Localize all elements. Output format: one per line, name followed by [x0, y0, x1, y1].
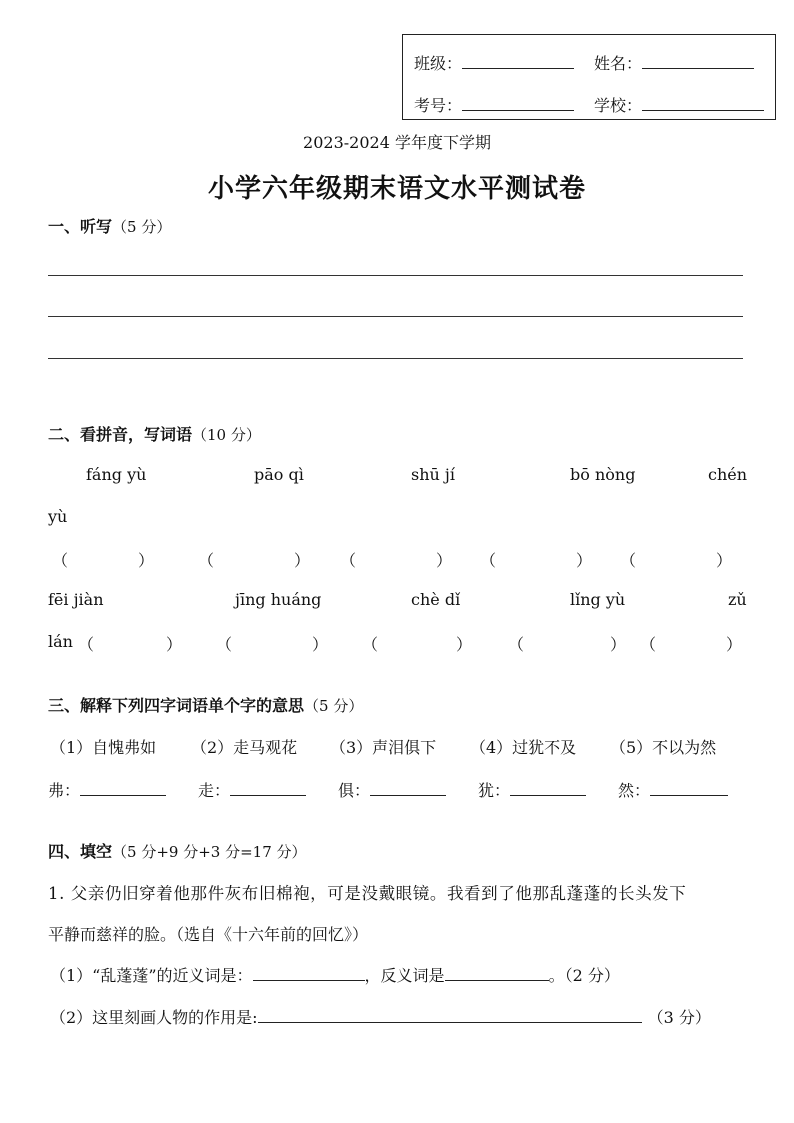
- pinyin-1: fáng yù: [86, 465, 147, 484]
- exam-title: 小学六年级期末语文水平测试卷: [207, 174, 586, 204]
- meaning-field-2: [198, 778, 306, 801]
- pinyin-4: bō nòng: [570, 465, 636, 484]
- section2-points: （10 分）: [192, 426, 261, 444]
- purpose-blank[interactable]: [258, 1009, 642, 1023]
- answer-bracket-7[interactable]: [216, 632, 328, 655]
- passage-line-2: 平静而慈祥的脸。（选自《十六年前的回忆》）: [48, 925, 369, 944]
- class-label: 班级：: [414, 54, 463, 73]
- synonym-blank[interactable]: [253, 967, 365, 981]
- answer-bracket-4[interactable]: [480, 548, 592, 571]
- section1-heading: [48, 214, 171, 237]
- bracket-open: （: [216, 635, 233, 654]
- answer-bracket-2[interactable]: [198, 548, 310, 571]
- section1-title: 一、听写: [48, 217, 113, 236]
- exam-subtitle: 2023-2024 学年度下学期: [303, 133, 491, 152]
- exam-no-field: [414, 93, 574, 116]
- question-2-suffix: （3 分）: [647, 1008, 711, 1027]
- name-blank[interactable]: [642, 55, 754, 69]
- answer-bracket-10[interactable]: [640, 632, 742, 655]
- school-field: [594, 93, 764, 116]
- meaning-blank-1[interactable]: [80, 782, 166, 796]
- section3-title: 三、解释下列四字词语单个字的意思: [48, 696, 305, 715]
- answer-bracket-9[interactable]: [508, 632, 626, 655]
- idiom-3: （3）声泪俱下: [330, 738, 437, 757]
- question-1-suffix: 。（2 分）: [548, 966, 620, 985]
- answer-bracket-8[interactable]: [362, 632, 472, 655]
- pinyin-9: lǐng yù: [570, 590, 626, 609]
- exam-no-label: 考号：: [414, 96, 463, 115]
- answer-bracket-3[interactable]: [340, 548, 452, 571]
- bracket-open: （: [508, 635, 525, 654]
- meaning-char-1: 弗：: [48, 781, 81, 800]
- class-field: [414, 51, 574, 74]
- answer-bracket-6[interactable]: [78, 632, 182, 655]
- bracket-close: ）: [166, 635, 183, 654]
- meaning-field-5: [618, 778, 728, 801]
- bracket-close: ）: [726, 635, 743, 654]
- pinyin-5: chén: [708, 465, 748, 484]
- meaning-blank-5[interactable]: [650, 782, 728, 796]
- dictation-line-1[interactable]: [48, 275, 743, 276]
- bracket-close: ）: [312, 635, 329, 654]
- bracket-open: （: [362, 635, 379, 654]
- bracket-close: ）: [294, 551, 311, 570]
- bracket-open: （: [198, 551, 215, 570]
- pinyin-7: jīng huáng: [235, 590, 322, 609]
- meaning-field-4: [478, 778, 586, 801]
- section3-points: （5 分）: [304, 697, 364, 715]
- bracket-open: （: [78, 635, 95, 654]
- meaning-char-5: 然：: [618, 781, 651, 800]
- bracket-close: ）: [456, 635, 473, 654]
- meaning-field-3: [338, 778, 446, 801]
- meaning-blank-2[interactable]: [230, 782, 306, 796]
- pinyin-5-wrap: yù: [48, 507, 68, 526]
- meaning-char-2: 走：: [198, 781, 231, 800]
- question-1: [50, 963, 620, 986]
- name-label: 姓名：: [594, 54, 643, 73]
- bracket-close: ）: [716, 551, 733, 570]
- meaning-char-3: 俱：: [338, 781, 371, 800]
- question-1-prefix: （1）“乱蓬蓬”的近义词是：: [50, 966, 253, 985]
- meaning-blank-3[interactable]: [370, 782, 446, 796]
- school-label: 学校：: [594, 96, 643, 115]
- name-field: [594, 51, 754, 74]
- answer-bracket-5[interactable]: [620, 548, 732, 571]
- pinyin-10-wrap: lán: [48, 632, 73, 651]
- section1-points: （5 分）: [112, 218, 172, 236]
- section4-heading: [48, 839, 307, 862]
- passage-line-1: 1. 父亲仍旧穿着他那件灰布旧棉袍，可是没戴眼镜。我看到了他那乱蓬蓬的长头发下: [48, 884, 687, 903]
- meaning-char-4: 犹：: [478, 781, 511, 800]
- pinyin-10: zǔ: [728, 590, 747, 609]
- section2-title: 二、看拼音，写词语: [48, 425, 193, 444]
- bracket-open: （: [640, 635, 657, 654]
- class-blank[interactable]: [462, 55, 574, 69]
- pinyin-8: chè dǐ: [411, 590, 461, 609]
- bracket-open: （: [480, 551, 497, 570]
- meaning-blank-4[interactable]: [510, 782, 586, 796]
- section4-title: 四、填空: [48, 842, 113, 861]
- idiom-5: （5）不以为然: [610, 738, 717, 757]
- pinyin-6: fēi jiàn: [48, 590, 104, 609]
- idiom-1: （1）自愧弗如: [50, 738, 157, 757]
- bracket-open: （: [620, 551, 637, 570]
- school-blank[interactable]: [642, 97, 764, 111]
- question-2-prefix: （2）这里刻画人物的作用是:: [50, 1008, 258, 1027]
- bracket-open: （: [52, 551, 69, 570]
- meaning-field-1: [48, 778, 166, 801]
- bracket-open: （: [340, 551, 357, 570]
- dictation-line-3[interactable]: [48, 358, 743, 359]
- bracket-close: ）: [576, 551, 593, 570]
- bracket-close: ）: [138, 551, 155, 570]
- answer-bracket-1[interactable]: [52, 548, 154, 571]
- bracket-close: ）: [610, 635, 627, 654]
- antonym-blank[interactable]: [445, 967, 549, 981]
- bracket-close: ）: [436, 551, 453, 570]
- section3-heading: [48, 693, 363, 716]
- section2-heading: [48, 422, 261, 445]
- question-2: [50, 1005, 711, 1028]
- idiom-4: （4）过犹不及: [470, 738, 577, 757]
- pinyin-2: pāo qì: [254, 465, 304, 484]
- idiom-2: （2）走马观花: [191, 738, 298, 757]
- question-1-mid: ，反义词是: [364, 966, 445, 985]
- section4-points: （5 分+9 分+3 分=17 分）: [112, 843, 307, 861]
- exam-no-blank[interactable]: [462, 97, 574, 111]
- pinyin-3: shū jí: [411, 465, 455, 484]
- dictation-line-2[interactable]: [48, 316, 743, 317]
